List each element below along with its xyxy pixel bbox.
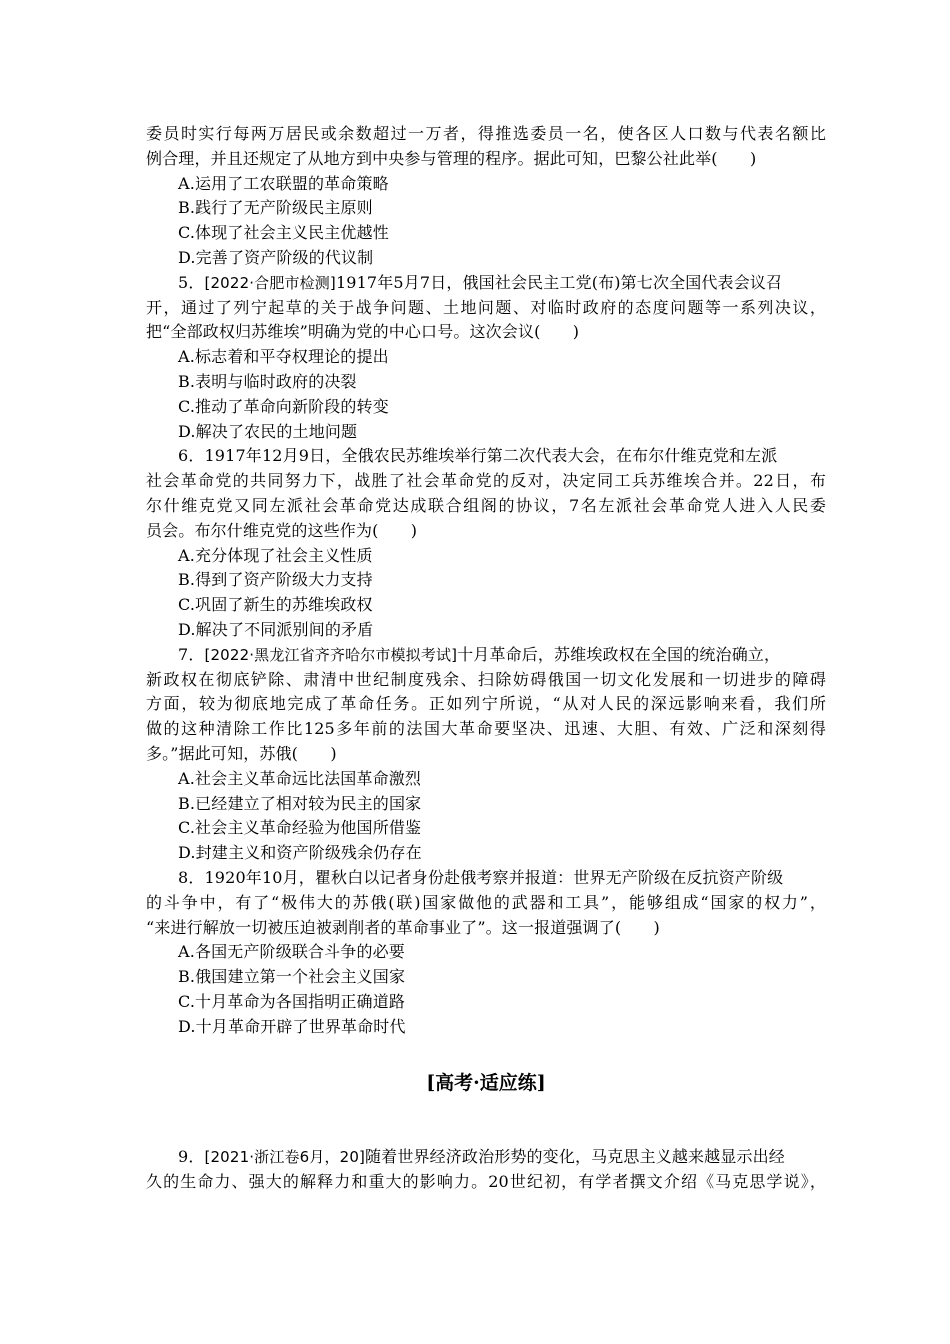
q7-text-line: 做的这种清除工作比125多年前的法国大革命要坚决、迅速、大胆、有效、广泛和深刻得 <box>146 719 826 739</box>
q9-stem-text: 随着世界经济政治形势的变化，马克思主义越来越显示出经 <box>365 1147 785 1167</box>
q6-option-d: D.解决了不同派别间的矛盾 <box>178 619 374 639</box>
q9-stem-line <box>146 1145 826 1170</box>
q7-number: 7． <box>178 644 205 664</box>
q8-option-c: C.十月革命为各国指明正确道路 <box>178 991 406 1011</box>
q9-text-line: 久的生命力、强大的解释力和重大的影响力。20世纪初，有学者撰文介绍《马克思学说》， <box>146 1172 826 1192</box>
q4-text-line: 委员时实行每两万居民或余数超过一万者，得推选委员一名，使各区人口数与代表名额比 <box>146 124 826 143</box>
q7-text-line: 新政权在彻底铲除、肃清中世纪制度残余、扫除妨碍俄国一切文化发展和一切进步的障碍 <box>146 669 826 689</box>
q7-text-line: 方面，较为彻底地完成了革命任务。正如列宁所说，“从对人民的深远影响来看，我们所 <box>146 694 826 714</box>
q6-option-a: A.充分体现了社会主义性质 <box>178 545 373 565</box>
q5-option-a: A.标志着和平夺权理论的提出 <box>178 347 389 367</box>
q6-text-line: 社会革命党的共同努力下，战胜了社会革命党的反对，决定同工兵苏维埃合并。22日，布 <box>146 471 826 491</box>
section-title: [高考·适应练] <box>426 1072 546 1095</box>
q5-stem-text: 1917年5月7日，俄国社会民主工党(布)第七次全国代表会议召 <box>335 272 783 292</box>
q4-option-c: C.体现了社会主义民主优越性 <box>178 223 389 243</box>
q5-stem-line <box>146 271 826 296</box>
q5-option-c: C.推动了革命向新阶段的转变 <box>178 396 389 416</box>
q7-stem-text: 十月革命后，苏维埃政权在全国的统治确立， <box>457 644 781 664</box>
q7-stem-line <box>146 643 826 668</box>
q7-option-b: B.已经建立了相对较为民主的国家 <box>178 793 422 813</box>
q6-option-c: C.巩固了新生的苏维埃政权 <box>178 595 373 615</box>
q9-source: [2021·浙江卷6月，20] <box>204 1148 366 1167</box>
q7-option-a: A.社会主义革命远比法国革命激烈 <box>178 768 422 788</box>
q7-option-d: D.封建主义和资产阶级残余仍存在 <box>178 843 422 863</box>
q8-option-a: A.各国无产阶级联合斗争的必要 <box>178 942 405 962</box>
q4-option-b: B.践行了无产阶级民主原则 <box>178 198 373 218</box>
q5-option-d: D.解决了农民的土地问题 <box>178 421 358 441</box>
q5-text-line: 把“全部政权归苏维埃”明确为党的中心口号。这次会议( ) <box>146 322 580 342</box>
q4-option-d: D.完善了资产阶级的代议制 <box>178 247 374 267</box>
q7-source: [2022·黑龙江省齐齐哈尔市模拟考试] <box>204 645 458 664</box>
q5-number: 5． <box>178 272 205 292</box>
q5-source: [2022·合肥市检测] <box>204 273 336 292</box>
q6-text-line: 尔什维克党又同左派社会革命党达成联合组阁的协议，7名左派社会革命党人进入人民委 <box>146 495 826 515</box>
q8-text-line: “来进行解放一切被压迫被剥削者的革命事业了”。这一报道强调了( ) <box>146 917 660 937</box>
q4-text-line: 例合理，并且还规定了从地方到中央参与管理的程序。据此可知，巴黎公社此举( ) <box>146 148 757 168</box>
q4-option-a: A.运用了工农联盟的革命策略 <box>178 173 389 193</box>
q9-number: 9． <box>178 1147 205 1167</box>
q8-stem-line: 8．1920年10月，瞿秋白以记者身份赴俄考察并报道：世界无产阶级在反抗资产阶级 <box>178 867 784 887</box>
q6-text-line: 员会。布尔什维克党的这些作为( ) <box>146 520 418 540</box>
document-page <box>146 122 826 1195</box>
q5-option-b: B.表明与临时政府的决裂 <box>178 371 357 391</box>
q8-text-line: 的斗争中，有了“极伟大的苏俄(联)国家做他的武器和工具”，能够组成“国家的权力”， <box>146 892 826 912</box>
q7-text-line: 多。”据此可知，苏俄( ) <box>146 743 337 763</box>
q6-option-b: B.得到了资产阶级大力支持 <box>178 570 373 590</box>
q8-option-b: B.俄国建立第一个社会主义国家 <box>178 967 406 987</box>
q7-option-c: C.社会主义革命经验为他国所借鉴 <box>178 818 422 838</box>
q5-text-line: 开，通过了列宁起草的关于战争问题、土地问题、对临时政府的态度问题等一系列决议， <box>146 297 826 317</box>
q8-option-d: D.十月革命开辟了世界革命时代 <box>178 1016 406 1036</box>
q6-stem-line: 6．1917年12月9日，全俄农民苏维埃举行第二次代表大会，在布尔什维克党和左派 <box>178 446 778 466</box>
